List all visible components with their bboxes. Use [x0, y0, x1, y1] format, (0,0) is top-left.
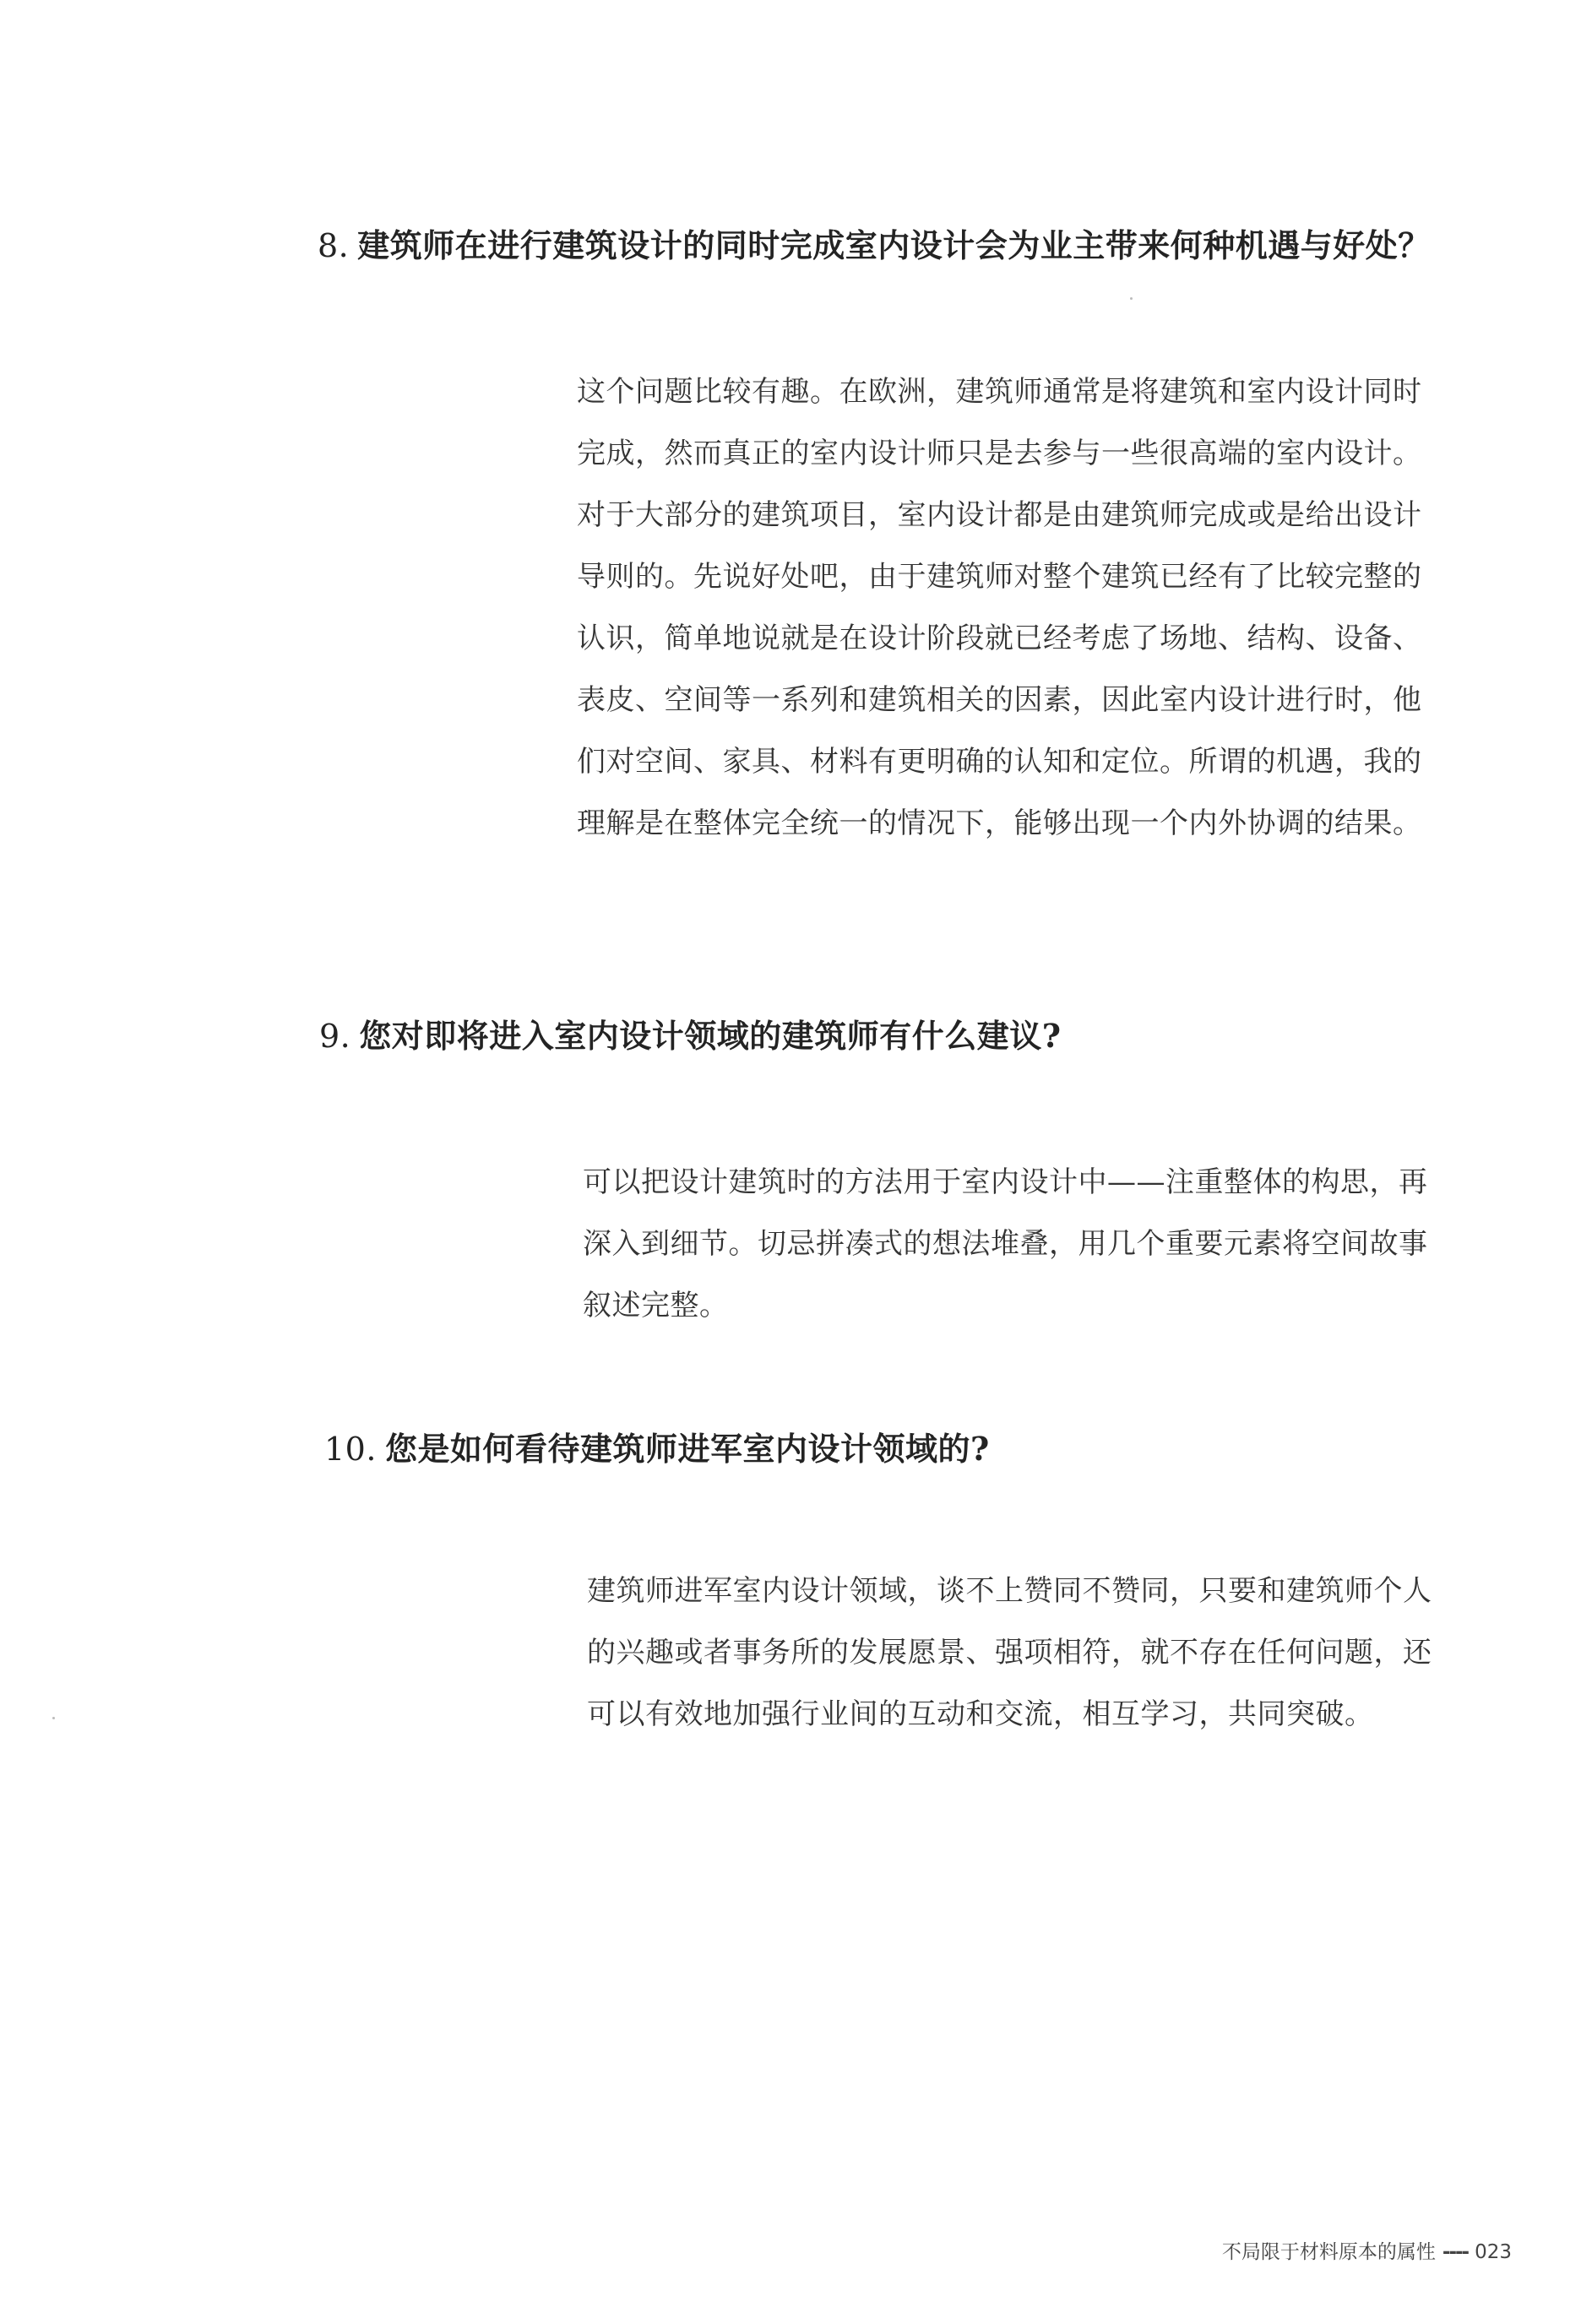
- question-9-heading: [319, 1017, 1062, 1056]
- footer-title: 不局限于材料原本的属性: [1221, 2241, 1436, 2263]
- answer-8-line: 表皮、空间等一系列和建筑相关的因素，因此室内设计进行时，他: [577, 683, 1422, 717]
- question-8-number: 8.: [318, 227, 350, 264]
- answer-9-line: 叙述完整。: [583, 1289, 729, 1322]
- answer-10: [587, 1561, 1432, 1746]
- answer-8-line: 完成，然而真正的室内设计师只是去参与一些很高端的室内设计。: [577, 437, 1422, 470]
- answer-9-line: 可以把设计建筑时的方法用于室内设计中——注重整体的构思，再: [583, 1165, 1428, 1199]
- answer-8-line: 导则的。先说好处吧，由于建筑师对整个建筑已经有了比较完整的: [577, 560, 1422, 594]
- answer-8-line: 对于大部分的建筑项目，室内设计都是由建筑师完成或是给出设计: [577, 498, 1422, 532]
- answer-8-line: 们对空间、家具、材料有更明确的认知和定位。所谓的机遇，我的: [577, 745, 1422, 779]
- answer-10-line: 可以有效地加强行业间的互动和交流，相互学习，共同突破。: [587, 1697, 1374, 1731]
- question-10-text: 您是如何看待建筑师进军室内设计领域的?: [384, 1430, 990, 1468]
- answer-8-line: 认识，简单地说就是在设计阶段就已经考虑了场地、结构、设备、: [577, 622, 1422, 655]
- answer-8-line: 这个问题比较有趣。在欧洲，建筑师通常是将建筑和室内设计同时: [577, 375, 1422, 409]
- question-10-number: 10.: [324, 1431, 377, 1468]
- question-10-heading: [324, 1430, 990, 1469]
- answer-8-line: 理解是在整体完全统一的情况下，能够出现一个内外协调的结果。: [577, 806, 1422, 840]
- page-footer: [1222, 2236, 1512, 2264]
- scan-speck: [52, 1717, 55, 1719]
- question-8-text: 建筑师在进行建筑设计的同时完成室内设计会为业主带来何种机遇与好处？: [357, 226, 1431, 264]
- answer-9: [583, 1152, 1428, 1337]
- footer-separator: ----: [1442, 2241, 1469, 2263]
- question-9-number: 9.: [319, 1018, 351, 1055]
- answer-8: [577, 361, 1422, 855]
- scan-speck: [1130, 297, 1133, 300]
- page-number: 023: [1475, 2241, 1512, 2263]
- question-8-heading: [318, 226, 1431, 265]
- answer-9-line: 深入到细节。切忌拼凑式的想法堆叠，用几个重要元素将空间故事: [583, 1227, 1428, 1261]
- answer-10-line: 建筑师进军室内设计领域，谈不上赞同不赞同，只要和建筑师个人: [587, 1574, 1432, 1608]
- answer-10-line: 的兴趣或者事务所的发展愿景、强项相符，就不存在任何问题，还: [587, 1636, 1432, 1670]
- question-9-text: 您对即将进入室内设计领域的建筑师有什么建议?: [359, 1017, 1062, 1055]
